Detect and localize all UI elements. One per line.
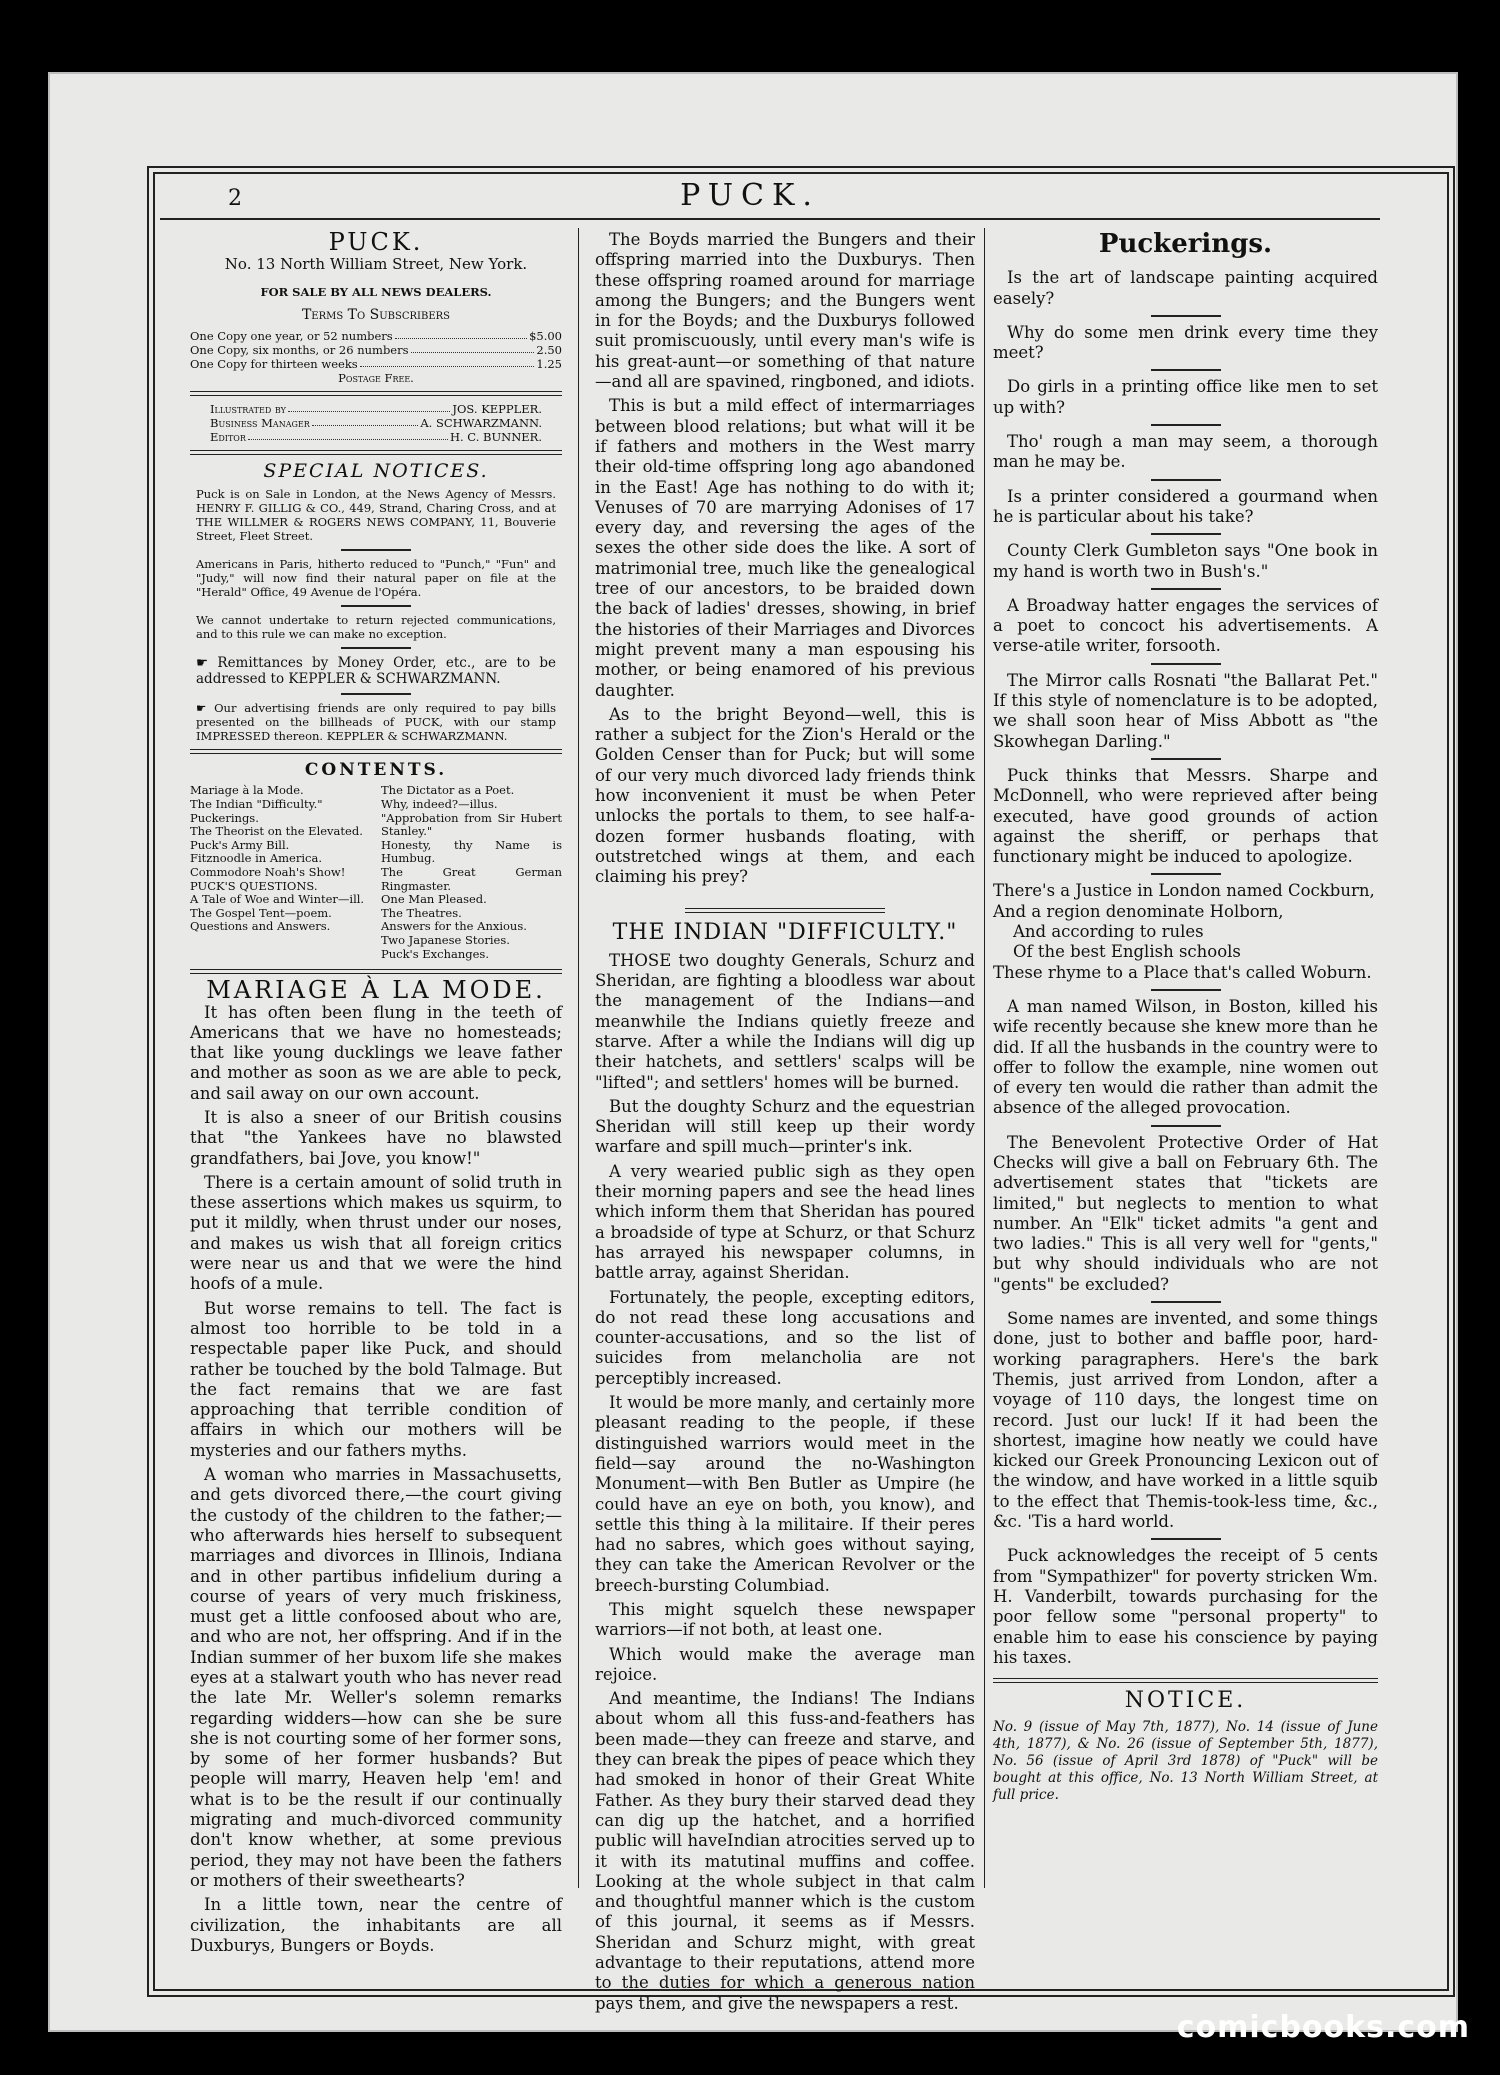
site-watermark: comicbooks.com [1176,2010,1470,2045]
divider [1151,663,1221,665]
paragraph: Is the art of landscape painting acquired easely? [993,268,1378,308]
page-number: 2 [228,186,242,211]
paragraph: It has often been flung in the teeth of Americans that we have no homesteads; that like young ducklings we leave father and mother as soon as we are able to peck, and sail away on our own account. [190,1002,562,1103]
divider [1151,369,1221,371]
limerick: There's a Justice in London named Cockburn, And a region denominate Holborn, And according to rules Of the best English schools These rhyme to a Place that's called Woburn. [993,881,1375,982]
paragraph: But the doughty Schurz and the equestrian Sheridan will still keep up their wordy warfare and spill much—printer's ink. [595,1096,975,1157]
paragraph: It is also a sneer of our British cousins that "the Yankees have no blawsted grandfathers, bai Jove, you know!" [190,1107,562,1168]
column-rule [578,228,579,1888]
divider [1151,533,1221,535]
staff-row: Business Manager A. SCHWARZMANN. [210,415,542,430]
for-sale: FOR SALE BY ALL NEWS DEALERS. [260,284,492,299]
divider [1151,1301,1221,1303]
divider [341,549,411,551]
notice-london: Puck is on Sale in London, at the News Agency of Messrs. HENRY F. GILLIG & CO., 449, Strand, Charing Cross, and at THE WILLMER & ROGERS NEWS COMPANY, 11, Bouverie Street, Fleet Street. [196,487,556,544]
paragraph: Tho' rough a man may seem, a thorough man he may be. [993,432,1378,472]
divider [1151,1125,1221,1127]
paragraph: Some names are invented, and some things done, just to bother and baffle poor, hard-working paragraphers. Here's the bark Themis, just arrived from London, after a voyage of 110 days, the longest time on record. Just our luck! If it had been the shortest, imagine how neatly we could have kicked our Greek Pronouncing Lexicon out of the window, and have worked in a little squib to the effect that Themis-took-less time, &c., &c. 'Tis a hard world. [993,1309,1378,1532]
paragraph: A woman who marries in Massachusetts, and gets divorced there,—the court giving the custody of the children to the father;—who afterwards hies herself to subsequent marriages and divorces in Illinois, Indiana and in other partibus infidelium during a course of years of very much friskiness, must get a little confoosed about who are, and who are not, her offspring. And if in the Indian summer of her buxom life she makes eyes at a stalwart youth who has never read the late Mr. Weller's solemn remarks regarding widders—how can she be sure she is not courting some of her former sons, by some of her former husbands? But people will marry, Heaven help 'em! and what is to be the result if our continually migrating and much-divorced community don't know whether, at some previous period, they may not have been the fathers or mothers of their sweethearts? [190,1465,562,1890]
divider [1151,1538,1221,1540]
paragraph: Fortunately, the people, excepting editors, do not read these long accusations and counter-accusations, and so the list of suicides from melancholia are not perceptibly increased. [595,1287,975,1388]
paragraph: A very wearied public sigh as they open their morning papers and see the head lines which inform them that Sheridan has poured a broadside of type at Schurz, or that Schurz has arrayed his newspaper columns, in battle array, against Sheridan. [595,1161,975,1283]
divider [341,647,411,649]
paragraph: Puck thinks that Messrs. Sharpe and McDonnell, who were reprieved after being executed, have good grounds of action against the sheriff, or perhaps that functionary might be induced to apologize. [993,765,1378,867]
paragraph: But worse remains to tell. The fact is almost too horrible to be told in a respectable paper like Puck, and should rather be touched by the bold Talmage. But the fact remains that we are fast approaching that terrible condition of affairs in which our mothers will be mysteries and our fathers myths. [190,1298,562,1460]
paragraph: A Broadway hatter engages the services of a poet to concoct his advertisements. A verse-atile writer, forsooth. [993,595,1378,656]
terms-title: Terms To Subscribers [301,306,451,323]
divider [341,605,411,607]
indian-title: THE INDIAN "DIFFICULTY." [612,919,958,945]
contents-left: Mariage à la Mode. The Indian "Difficulty." Puckerings. The Theorist on the Elevated. Puck's Army Bill. Fitznoodle in America. Commodore Noah's Show! PUCK'S QUESTIONS. A Tale of Woe and Winter—ill. The Gospel Tent—poem. Questions and Answers. [190,783,365,934]
paragraph: The Benevolent Protective Order of Hat Checks will give a ball on February 6th. The advertisement states that "tickets are limited," but neglects to mention to what number. An "Elk" ticket admits "a gent and two ladies." This is all very well for "gents," but why should individuals who are not "gents" be excluded? [993,1132,1378,1294]
paragraph: As to the bright Beyond—well, this is rather a subject for the Zion's Herald or the Golden Censer than for Puck; but will some of our very much divorced lady friends think how inconvenient it must be when Peter unlocks the portals to them, to see half-a-dozen former husbands floating, with outstretched wings at them, and each claiming his prey? [595,704,975,887]
paragraph: The Mirror calls Rosnati "the Ballarat Pet." If this style of nomenclature is to be adopted, we shall soon hear of Miss Abbott as "the Skowhegan Darling." [993,670,1378,751]
divider [1151,424,1221,426]
divider [1151,479,1221,481]
paragraph: County Clerk Gumbleton says "One book in my hand is worth two in Bush's." [993,541,1378,581]
divider [993,1678,1378,1683]
column-3 [993,230,1378,1804]
address: No. 13 North William Street, New York. [224,255,528,274]
divider [1151,873,1221,875]
divider [1151,758,1221,760]
divider [190,749,562,754]
header-rule [160,218,1380,220]
divider [190,391,562,396]
divider [190,969,562,974]
term-row: One Copy, six months, or 26 numbers 2.50 [190,342,562,357]
paragraph: And meantime, the Indians! The Indians about whom all this fuss-and-feathers has been made—they can freeze and starve, and they can break the pipes of peace which they had smoked in honor of their Great White Father. As they bury their starved dead they can dig up the hatchet, and a horrified public will haveIndian atrocities served up to it with its matutinal muffins and coffee. Looking at the whole subject in that calm and thoughtful manner which is the custom of this journal, it seems as if Messrs. Sheridan and Schurz might, with great advantage to their reputations, attend more to the duties for which a generous nation pays them, and give the newspapers a rest. [595,1689,975,2013]
divider [1151,588,1221,590]
staff-list [190,402,562,444]
notice-title: NOTICE. [1124,1688,1247,1714]
masthead-title: PUCK. [328,228,424,256]
divider [1151,315,1221,317]
puckerings-title: Puckerings. [1098,229,1273,259]
paragraph: Which would make the average man rejoice. [595,1644,975,1684]
paragraph: Puck acknowledges the receipt of 5 cents from "Sympathizer" for poverty stricken Wm. H. Vanderbilt, towards purchasing for the poor fellow some "personal property" to enable him to ease his conscience by paying his taxes. [993,1546,1378,1667]
term-row: One Copy for thirteen weeks 1.25 [190,356,562,371]
paragraph: This is but a mild effect of intermarriages between blood relations; but what will it be if fathers and mothers in the West marry their old-time offspring long ago abandoned in the East! Age has nothing to do with it; Venuses of 70 are marrying Adonises of 17 every day, and reversing the ages of the sexes the other side does the like. A sort of matrimonial tree, much like the genealogical tree of our ancestors, to be braided down the back of ladies' dresses, showing, in brief the histories of their Marriages and Divorces might prevent many a man espousing his mother, or being enamored of his previous daughter. [595,396,975,700]
paragraph: It would be more manly, and certainly more pleasant reading to the people, if these distinguished warriors would meet in the field—say around the no-Washington Monument—with Ben Butler as Umpire (he could have an eye on both, you know), and settle this thing à la militaire. If their peres had no sabres, which goes without saying, they can take the American Revolver or the breech-bursting Columbiad. [595,1393,975,1595]
notice-remittances: ☛ Remittances by Money Order, etc., are to be addressed to KEPPLER & SCHWARZMANN. [196,655,556,688]
notice-paris: Americans in Paris, hitherto reduced to "Punch," "Fun" and "Judy," will now find their natural paper on file at the "Herald" Office, 49 Avenue de l'Opéra. [196,557,556,600]
staff-row: Illustrated by JOS. KEPPLER. [210,401,542,416]
notice-text: No. 9 (issue of May 7th, 1877), No. 14 (issue of June 4th, 1877), & No. 26 (issue of September 5th, 1877), No. 56 (issue of April 3rd 1878) of "Puck" will be bought at this office, No. 13 North William Street, at full price. [993,1719,1378,1804]
paragraph: This might squelch these newspaper warriors—if not both, at least one. [595,1600,975,1640]
divider [1151,989,1221,991]
paragraph: Is a printer considered a gourmand when he is particular about his take? [993,486,1378,526]
article-title: MARIAGE À LA MODE. [206,976,546,1005]
divider [685,908,885,913]
notice-advertising: ☛ Our advertising friends are only required to pay bills presented on the billheads of PUCK, with our stamp IMPRESSED thereon. KEPPLER & SCHWARZMANN. [196,701,556,744]
column-rule [984,228,985,1888]
paragraph: Do girls in a printing office like men to set up with? [993,377,1378,417]
paragraph: THOSE two doughty Generals, Schurz and Sheridan, are fighting a bloodless war about the management of the Indians—and meanwhile the Indians quietly freeze and starve. After a while the Indians will dig up their hatchets, and settlers' scalps will be "lifted"; and settlers' homes will be burned. [595,950,975,1092]
term-row: One Copy one year, or 52 numbers $5.00 [190,328,562,343]
column-2 [595,230,975,2018]
column-1 [190,230,562,1960]
contents-title: CONTENTS. [304,760,448,781]
paragraph: A man named Wilson, in Boston, killed his wife recently because she knew more than he did. If all the husbands in the country were to offer to follow the example, nine women out of every ten would die rather than admit the absence of the alleged provocation. [993,996,1378,1118]
divider [190,450,562,455]
pointing-hand-icon: ☛ [196,701,215,716]
masthead: PUCK. [680,178,820,213]
paragraph: There is a certain amount of solid truth in these assertions which makes us squirm, to put it mildly, when thrust under our noses, and makes us wish that all foreign critics were near us and that we were the hind hoofs of a mule. [190,1172,562,1294]
pointing-hand-icon: ☛ [196,655,218,672]
paragraph: The Boyds married the Bungers and their offspring married into the Duxburys. Then these offspring roamed around for marriage among the Bungers; and the Bungers went in for the Boyds; and the Duxburys followed suit promiscuously, until every man's wife is his great-aunt—or something of that nature—and all are spavined, ringboned, and idiots. [595,230,976,392]
contents-list [190,784,562,961]
postage: Postage Free. [338,370,414,385]
contents-right: The Dictator as a Poet. Why, indeed?—illus. "Approbation from Sir Hubert Stanley." Honesty, thy Name is Humbug. The Great German Ringmaster. One Man Pleased. The Theatres. Answers for the Anxious. Two Japanese Stories. Puck's Exchanges. [381,783,562,961]
divider [341,693,411,695]
staff-row: Editor H. C. BUNNER. [210,429,542,444]
terms-list [190,329,562,371]
article-body [190,1003,562,1957]
paragraph: Why do some men drink every time they meet? [993,322,1378,363]
notice-rejected: We cannot undertake to return rejected communications, and to this rule we can make no exception. [196,613,556,642]
special-notices-title: SPECIAL NOTICES. [263,459,489,482]
paragraph: In a little town, near the centre of civilization, the inhabitants are all Duxburys, Bungers or Boyds. [190,1895,562,1955]
